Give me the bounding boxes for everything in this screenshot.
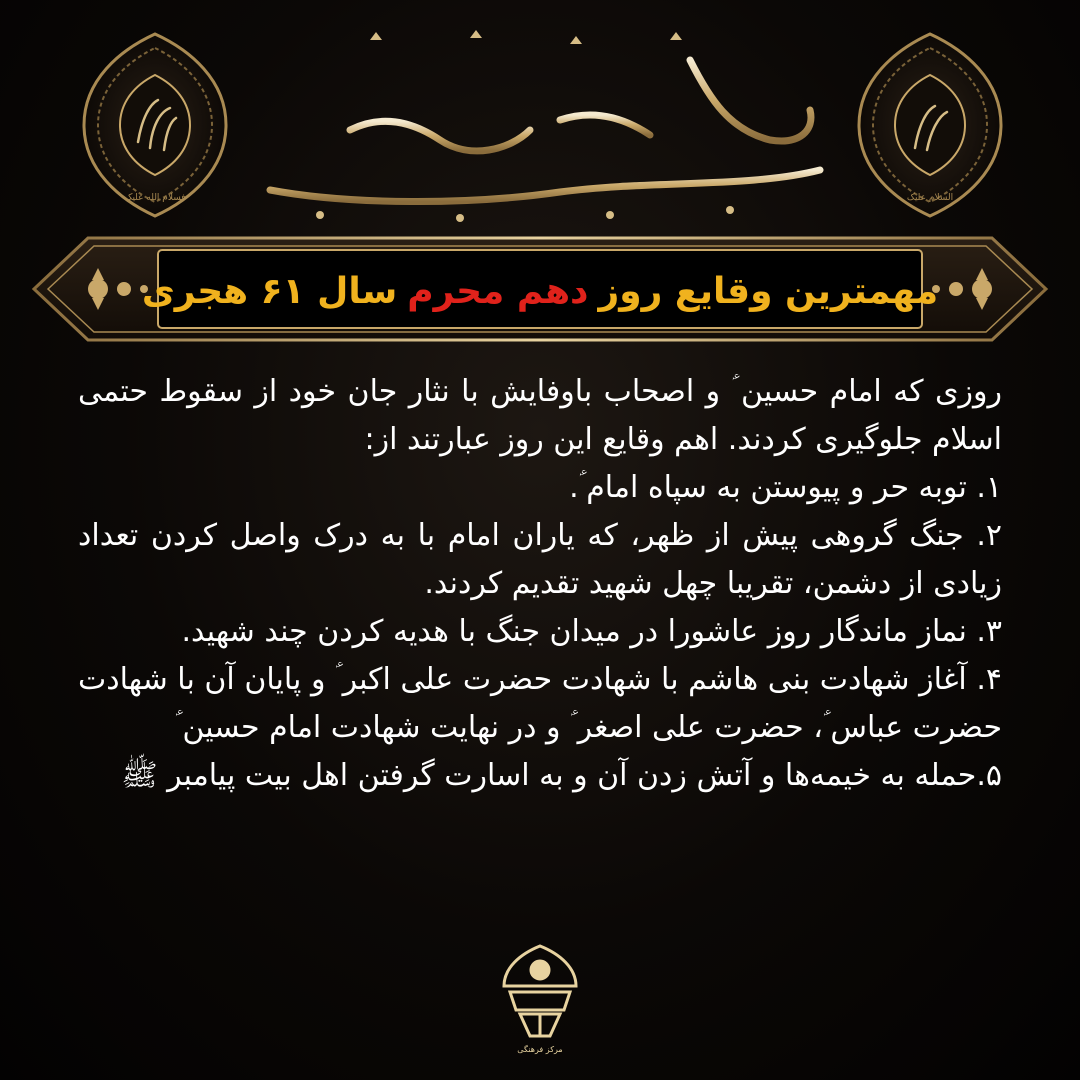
medallion-right-text: السلام علیک (906, 193, 954, 203)
banner-title (141, 252, 939, 330)
calligraphy-hussain-icon (230, 20, 850, 230)
list-item-2: ۲. جنگ گروهی پیش از ظهر، که یاران امام با به درک واصل کردن تعداد زیادی از دشمن، تقریبا چهل شهید تقدیم کردند. (78, 518, 1002, 601)
banner-title-part3: سال ۶۱ هجری (141, 270, 398, 312)
intro-paragraph: روزی که امام حسین ؑ و اصحاب باوفایش با نثار جان خود از سقوط حتمی اسلام جلوگیری کردند. اهم وقایع این روز عبارتند از: (78, 374, 1002, 457)
medallion-left-icon (80, 30, 230, 220)
banner-title-part2: دهم محرم (407, 270, 589, 312)
banner-title-part1: مهمترین وقایع روز (598, 270, 939, 312)
organization-logo-icon (490, 940, 590, 1060)
list-item-4: ۴. آغاز شهادت بنی هاشم با شهادت حضرت علی اکبر ؑ و پایان آن با شهادت حضرت عباس ؑ، حضرت علی اصغر ؑ و در نهایت شهادت امام حسین ؑ (78, 662, 1002, 745)
list-item-1: ۱. توبه حر و پیوستن به سپاه امام ؑ. (569, 470, 1002, 505)
list-item-5: ۵.حمله به خیمه‌ها و آتش زدن آن و به اسارت گرفتن اهل بیت پیامبر ﷺ (121, 758, 1002, 793)
calligraphy-header (0, 0, 1080, 235)
logo-caption: مرکز فرهنگی (517, 1045, 563, 1054)
medallion-left-text: فسلام الله علیک (124, 193, 186, 203)
list-item-3: ۳. نماز ماندگار روز عاشورا در میدان جنگ با هدیه کردن چند شهید. (181, 614, 1002, 649)
medallion-right-icon (855, 30, 1005, 220)
body-text (78, 368, 1002, 800)
calligraphy-text: حب الحسین هویتنا (536, 225, 544, 226)
